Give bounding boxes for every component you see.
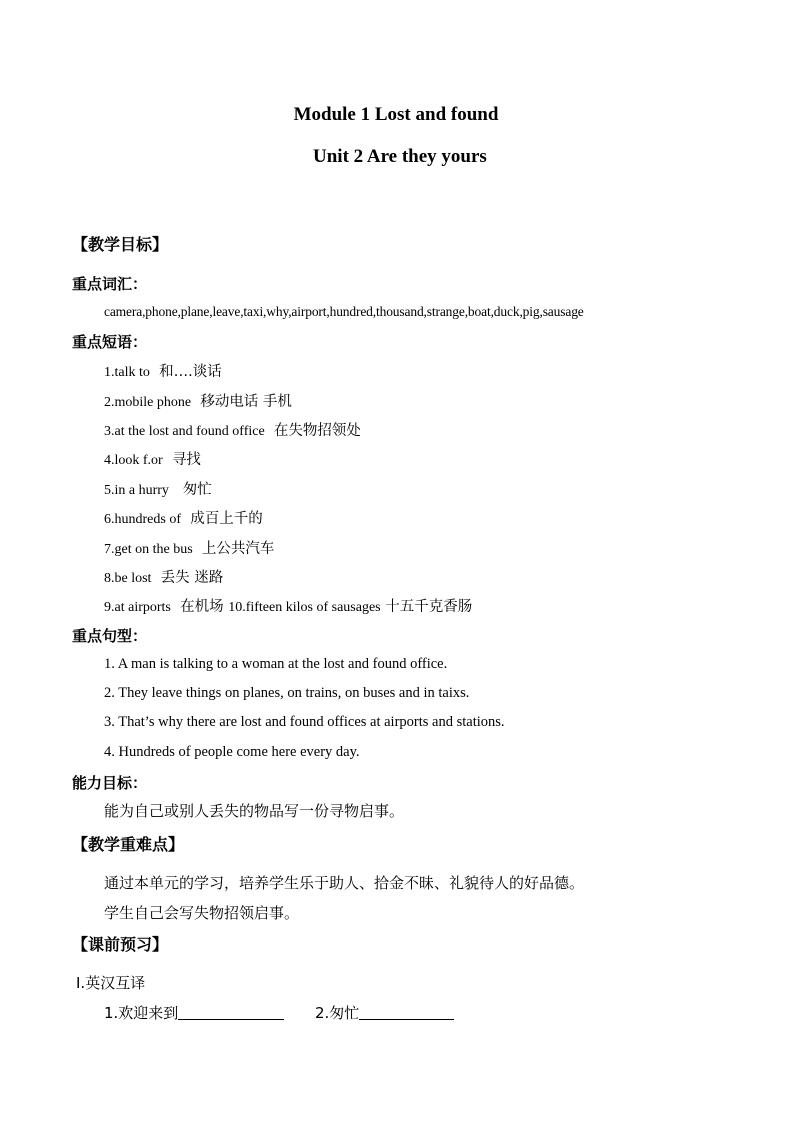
ability-label: 能力目标： — [72, 774, 148, 792]
phrases-label: 重点短语： — [72, 333, 148, 351]
answer-blank[interactable] — [359, 1005, 454, 1020]
sentences-label: 重点句型： — [72, 627, 148, 645]
key-point-line: 学生自己会写失物招领启事。 — [104, 904, 300, 922]
phrase-item: 1.talk to 和….谈话 — [104, 364, 222, 380]
preview-item-label: 1.欢迎来到 — [104, 1004, 179, 1022]
module-title: Module 1 Lost and found — [293, 104, 499, 125]
key-points-heading: 【教学重难点】 — [72, 835, 185, 854]
sentence-item: 1. A man is talking to a woman at the lost and found office. — [104, 656, 448, 672]
preview-item-label: 2.匆忙 — [315, 1004, 360, 1022]
vocab-list: camera,phone,plane,leave,taxi,why,airport,hundred,thousand,strange,boat,duck,pig,sausage — [104, 304, 584, 319]
preview-heading: 【课前预习】 — [72, 935, 169, 954]
preview-part-label: Ⅰ.英汉互译 — [76, 974, 146, 992]
vocab-label: 重点词汇： — [72, 275, 148, 293]
phrase-item: 2.mobile phone 移动电话 手机 — [104, 394, 292, 410]
sentence-item: 3. That’s why there are lost and found offices at airports and stations. — [104, 714, 505, 730]
phrase-item: 9.at airports 在机场 10.fifteen kilos of sausages 十五千克香肠 — [104, 599, 473, 615]
sentence-item: 4. Hundreds of people come here every day. — [104, 744, 360, 760]
preview-item — [315, 1002, 454, 1023]
phrase-item: 6.hundreds of 成百上千的 — [104, 511, 263, 527]
phrase-item: 7.get on the bus 上公共汽车 — [104, 541, 275, 557]
phrase-item: 3.at the lost and found office 在失物招领处 — [104, 423, 361, 439]
phrase-item: 4.look f.or 寻找 — [104, 452, 201, 468]
answer-blank[interactable] — [178, 1005, 284, 1020]
key-point-line: 通过本单元的学习，培养学生乐于助人、拾金不昧、礼貌待人的好品德。 — [104, 874, 585, 892]
phrase-item: 8.be lost 丢失 迷路 — [104, 570, 224, 586]
ability-text: 能为自己或别人丢失的物品写一份寻物启事。 — [104, 802, 405, 820]
objectives-heading: 【教学目标】 — [72, 235, 169, 254]
unit-title: Unit 2 Are they yours — [313, 146, 487, 167]
sentence-item: 2. They leave things on planes, on trains, on buses and in taixs. — [104, 685, 470, 701]
preview-item — [104, 1002, 284, 1023]
phrase-item: 5.in a hurry 匆忙 — [104, 482, 212, 498]
